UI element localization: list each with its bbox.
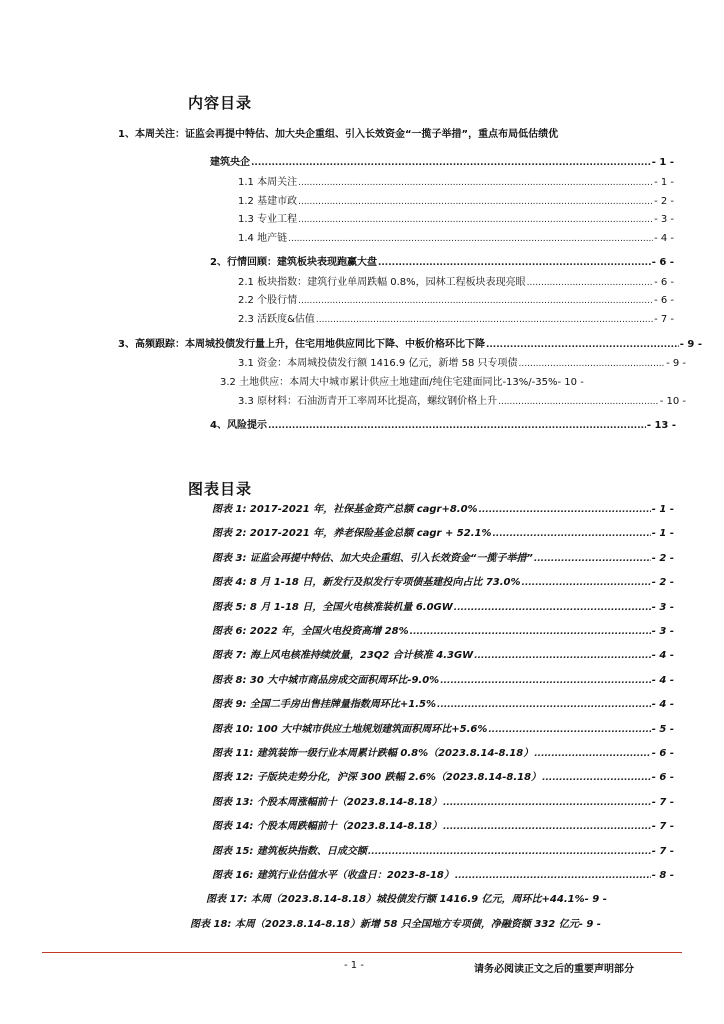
toc-entry-page: - 6 - xyxy=(654,277,674,288)
leader-dots xyxy=(474,649,651,663)
figure-entry-text: 图表 3: 证监会再提中特估、加大央企重组、引入长效资金“一揽子举措” xyxy=(212,552,533,564)
toc-entry-page: - 1 - xyxy=(651,157,674,168)
leader-dots xyxy=(534,747,651,761)
footer-rule xyxy=(42,952,682,953)
toc-entry-text: 3.2 土地供应：本周大中城市累计供应土地建面/纯住宅建面同比-13%/-35% xyxy=(220,377,558,388)
figure-entry-text: 图表 14: 个股本周跌幅前十（2023.8.14-8.18） xyxy=(212,821,443,833)
toc-entry-3-1[interactable] xyxy=(238,357,686,371)
toc-entry-text: 建筑央企 xyxy=(210,157,250,168)
figure-entry[interactable] xyxy=(212,723,674,737)
toc-entry-2-1[interactable] xyxy=(238,276,674,290)
figure-entry-text: 图表 12: 子版块走势分化，沪深 300 跌幅 2.6%（2023.8.14-8.18） xyxy=(212,772,542,784)
leader-dots xyxy=(440,674,651,688)
figure-entry[interactable] xyxy=(212,503,674,517)
leader-dots xyxy=(298,195,653,209)
toc-entry-text: 3、高频跟踪：本周城投债发行量上升，住宅用地供应同比下降、中板价格环比下降 xyxy=(118,339,485,350)
figure-entry[interactable] xyxy=(212,869,674,883)
toc-entry-text: 1.4 地产链 xyxy=(238,233,288,244)
leader-dots xyxy=(298,176,653,190)
toc-entry-page: - 6 - xyxy=(651,257,674,268)
toc-entry-2-3[interactable] xyxy=(238,313,674,327)
toc-entry-page: - 10 - xyxy=(659,396,686,407)
toc-entry-3-3[interactable] xyxy=(238,395,686,409)
figure-entry-page: - 1 - xyxy=(651,504,674,515)
toc-entry-text: 1.1 本周关注 xyxy=(238,177,298,188)
toc-entry-2-2[interactable] xyxy=(238,294,674,308)
leader-dots xyxy=(437,698,651,712)
figure-entry[interactable] xyxy=(212,552,674,566)
leader-dots xyxy=(534,552,651,566)
figure-entry-text: 图表 18: 本周（2023.8.14-8.18）新增 58 只全国地方专项债，净融资额 332 亿元 xyxy=(190,918,579,930)
figure-entry[interactable] xyxy=(212,601,674,615)
leader-dots xyxy=(486,338,679,352)
figure-entry-page: - 4 - xyxy=(651,674,674,686)
leader-dots xyxy=(378,256,651,270)
figure-entry-page: - 1 - xyxy=(651,528,674,540)
figure-entry-page: - 6 - xyxy=(651,748,674,759)
toc-entry-text: 3.3 原材料：石油沥青开工率周环比提高，螺纹钢价格上升 xyxy=(238,396,498,407)
figure-entry-text: 图表 4: 8 月 1-18 日，新发行及拟发行专项债基建投向占比 73.0% xyxy=(212,577,521,589)
figure-entry-text: 图表 16: 建筑行业估值水平（收盘日：2023-8-18） xyxy=(212,870,454,881)
figure-entry[interactable] xyxy=(212,649,674,663)
figure-entry-text: 图表 2: 2017-2021 年，养老保险基金总额 cagr + 52.1% xyxy=(212,528,492,540)
figure-entry-page: - 4 - xyxy=(651,650,674,662)
toc-entry-4[interactable] xyxy=(210,419,676,433)
toc-entry-text: 3.1 资金：本周城投债发行额 1416.9 亿元，新增 58 只专项债 xyxy=(238,358,518,369)
figure-entry[interactable] xyxy=(212,820,674,834)
toc-entry-1-1[interactable] xyxy=(238,176,674,190)
figure-entry-page: - 3 - xyxy=(651,601,674,613)
leader-dots xyxy=(455,869,651,883)
leader-dots xyxy=(368,845,651,859)
figure-entry[interactable] xyxy=(212,747,674,761)
leader-dots xyxy=(316,313,653,327)
figure-entry-text: 图表 6: 2022 年，全国火电投资高增 28% xyxy=(212,626,409,637)
figure-entry-page: - 4 - xyxy=(651,699,674,711)
toc-entry-page: - 9 - xyxy=(679,339,702,350)
toc-entry-text: 1、本周关注：证监会再提中特估、加大央企重组、引入长效资金“一揽子举措”，重点布局低估绩优 xyxy=(118,129,559,140)
figure-entry-page: - 2 - xyxy=(651,577,674,589)
figure-entry-text: 图表 5: 8 月 1-18 日，全国火电核准装机量 6.0GW xyxy=(212,601,453,613)
leader-dots xyxy=(479,503,651,517)
figures-title: 图表目录 xyxy=(188,480,253,498)
leader-dots xyxy=(488,723,650,737)
figure-entry[interactable] xyxy=(212,698,674,712)
figure-entry-page: - 8 - xyxy=(651,870,674,881)
toc-entry-text: 2.1 板块指数：建筑行业单周跌幅 0.8%，园林工程板块表现亮眼 xyxy=(238,277,526,288)
toc-entry-page: - 7 - xyxy=(654,314,674,325)
figure-entry-text: 图表 8: 30 大中城市商品房成交面积周环比-9.0% xyxy=(212,674,440,686)
figure-entry[interactable] xyxy=(212,674,674,688)
toc-entry-text: 1.3 专业工程 xyxy=(238,214,298,225)
toc-entry-page: - 10 - xyxy=(557,377,584,388)
figure-entry[interactable] xyxy=(212,771,674,785)
figure-entry[interactable] xyxy=(190,918,674,932)
figure-entry-page: - 7 - xyxy=(651,821,674,833)
toc-entry-3-2[interactable] xyxy=(220,376,686,390)
toc-entry-1[interactable] xyxy=(118,128,704,142)
toc-entry-text: 2.2 个股行情 xyxy=(238,295,298,306)
leader-dots xyxy=(410,625,651,639)
toc-entry-2[interactable] xyxy=(210,256,674,270)
figure-entry[interactable] xyxy=(206,893,684,907)
leader-dots xyxy=(298,294,653,308)
figure-entry[interactable] xyxy=(212,527,674,541)
figure-entry-page: - 9 - xyxy=(584,894,607,906)
leader-dots xyxy=(454,601,651,615)
leader-dots xyxy=(519,357,666,371)
toc-entry-1-4[interactable] xyxy=(238,232,674,246)
figure-entry-text: 图表 13: 个股本周涨幅前十（2023.8.14-8.18） xyxy=(212,796,443,808)
figure-entry-page: - 2 - xyxy=(651,552,674,564)
footer-page-number: - 1 - xyxy=(344,960,364,971)
toc-entry-page: - 4 - xyxy=(654,233,674,244)
toc-entry-3[interactable] xyxy=(118,338,702,352)
leader-dots xyxy=(288,232,653,246)
toc-entry-1-cont[interactable] xyxy=(210,156,674,170)
toc-entry-page: - 9 - xyxy=(666,358,686,369)
leader-dots xyxy=(443,796,651,810)
toc-entry-1-3[interactable] xyxy=(238,213,674,227)
leader-dots xyxy=(443,820,651,834)
toc-entry-page: - 2 - xyxy=(654,196,674,207)
toc-entry-page: - 6 - xyxy=(654,295,674,306)
figure-entry-page: - 3 - xyxy=(651,626,674,637)
leader-dots xyxy=(542,771,651,785)
toc-entry-text: 2、行情回顾：建筑板块表现跑赢大盘 xyxy=(210,257,377,268)
figure-entry[interactable] xyxy=(212,845,674,859)
figure-entry-text: 图表 9: 全国二手房出售挂牌量指数周环比+1.5% xyxy=(212,699,437,711)
toc-entry-text: 1.2 基建市政 xyxy=(238,196,298,207)
leader-dots xyxy=(251,156,651,170)
figure-entry-text: 图表 7: 海上风电核准持续放量，23Q2 合计核准 4.3GW xyxy=(212,650,474,662)
leader-dots xyxy=(522,576,651,590)
figure-entry-text: 图表 1: 2017-2021 年，社保基金资产总额 cagr+8.0% xyxy=(212,504,478,515)
contents-title: 内容目录 xyxy=(188,94,253,112)
toc-entry-text: 2.3 活跃度&估值 xyxy=(238,314,315,325)
figure-entry[interactable] xyxy=(212,796,674,810)
toc-entry-1-2[interactable] xyxy=(238,195,674,209)
figure-entry-page: - 9 - xyxy=(578,918,601,930)
figure-entry-page: - 7 - xyxy=(651,796,674,808)
leader-dots xyxy=(268,419,646,433)
toc-entry-text: 4、风险提示 xyxy=(210,420,267,431)
figure-entry-page: - 6 - xyxy=(651,772,674,784)
figure-entry[interactable] xyxy=(212,625,674,639)
toc-entry-page: - 1 - xyxy=(654,177,674,188)
leader-dots xyxy=(498,395,659,409)
figure-entry-text: 图表 17: 本周（2023.8.14-8.18）城投债发行额 1416.9 亿元，周环比+44.1% xyxy=(206,894,585,906)
figure-entry-text: 图表 11: 建筑装饰一级行业本周累计跌幅 0.8%（2023.8.14-8.18） xyxy=(212,748,534,759)
toc-entry-page: - 3 - xyxy=(654,214,674,225)
figure-entry-text: 图表 15: 建筑板块指数、日成交额 xyxy=(212,845,367,857)
figure-entry-text: 图表 10: 100 大中城市供应土地规划建筑面积周环比+5.6% xyxy=(212,723,488,735)
leader-dots xyxy=(527,276,653,290)
leader-dots xyxy=(298,213,653,227)
figure-entry-page: - 5 - xyxy=(651,723,674,735)
leader-dots xyxy=(493,527,651,541)
figure-entry[interactable] xyxy=(212,576,674,590)
figure-entry-page: - 7 - xyxy=(651,845,674,857)
footer-disclaimer: 请务必阅读正文之后的重要声明部分 xyxy=(474,964,634,975)
toc-entry-page: - 13 - xyxy=(646,420,676,431)
